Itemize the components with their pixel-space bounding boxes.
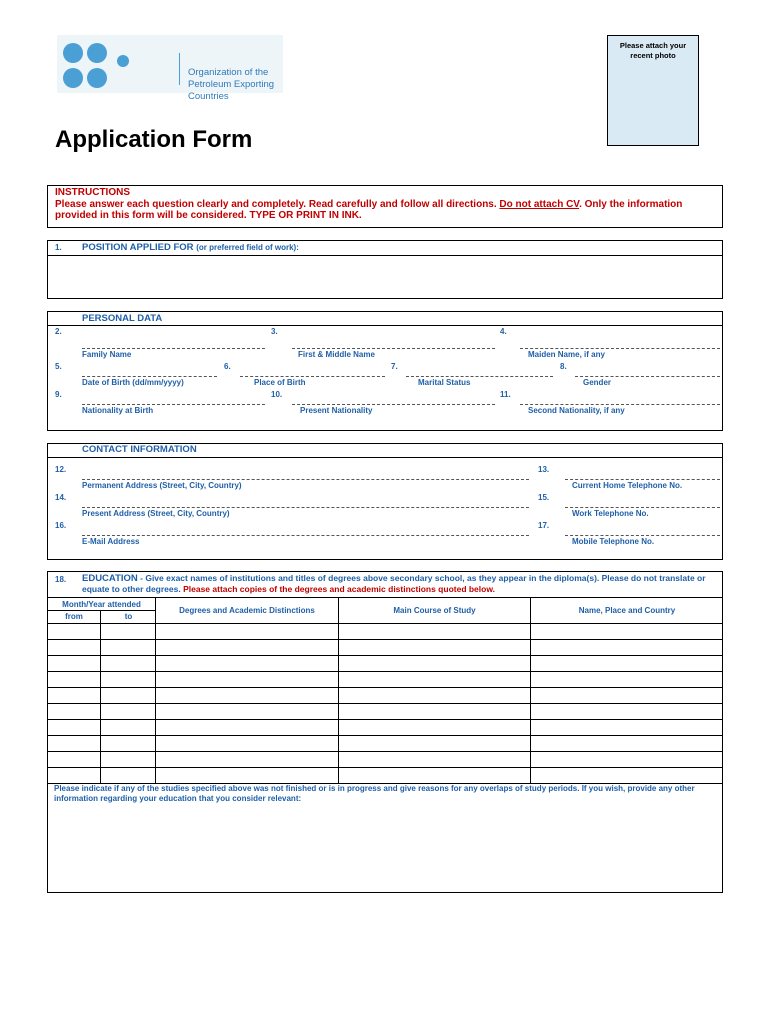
- photo-attachment-box[interactable]: [607, 35, 699, 146]
- table-border: [47, 610, 156, 611]
- position-number: 1.: [55, 243, 62, 252]
- field-number: 6.: [224, 362, 231, 371]
- field-number: 12.: [55, 465, 67, 474]
- column-to: to: [124, 612, 133, 621]
- contact-info-title: CONTACT INFORMATION: [82, 444, 197, 455]
- photo-label-line2: recent photo: [630, 51, 676, 60]
- education-table-entries[interactable]: [48, 624, 722, 782]
- instructions-text: [55, 199, 719, 221]
- maiden-name-label: Maiden Name, if any: [528, 350, 605, 359]
- nationality-at-birth-input[interactable]: [82, 404, 265, 405]
- column-degrees: Degrees and Academic Distinctions: [179, 606, 315, 615]
- field-number: 2.: [55, 327, 62, 336]
- org-name-line2: Petroleum Exporting Countries: [188, 79, 275, 102]
- personal-data-divider: [47, 325, 723, 326]
- gender-label: Gender: [583, 378, 612, 387]
- date-of-birth-input[interactable]: [82, 376, 217, 377]
- education-instructions: [82, 573, 718, 595]
- logo-circle-icon: [63, 68, 83, 88]
- education-additional-note: Please indicate if any of the studies specified above was not finished or is in progress and give reasons for any overlaps of study periods. If you wish, provide any other information regarding your education that you consider relevant:: [54, 784, 695, 803]
- field-number: 16.: [55, 521, 67, 530]
- work-telephone-label: Work Telephone No.: [572, 509, 649, 518]
- position-sublabel: (or preferred field of work):: [196, 243, 299, 252]
- mobile-telephone-label: Mobile Telephone No.: [572, 537, 655, 546]
- education-attach-note: Please attach copies of the degrees and academic distinctions quoted below.: [183, 584, 495, 594]
- gender-input[interactable]: [575, 376, 720, 377]
- field-number: 14.: [55, 493, 67, 502]
- family-name-label: Family Name: [82, 350, 132, 359]
- first-name-input[interactable]: [292, 348, 495, 349]
- instructions-text-part2: . Only the information provided in this form will be considered. TYPE OR PRINT IN INK.: [55, 199, 683, 221]
- logo-circle-icon: [87, 68, 107, 88]
- field-number: 11.: [500, 390, 511, 399]
- present-address-label: Present Address (Street, City, Country): [82, 509, 230, 518]
- family-name-input[interactable]: [82, 348, 265, 349]
- field-number: 15.: [538, 493, 550, 502]
- date-of-birth-label: Date of Birth (dd/mm/yyyy): [82, 378, 184, 387]
- nationality-at-birth-label: Nationality at Birth: [82, 406, 154, 415]
- education-text: - Give exact names of institutions and titles of degrees above secondary school, as they appear in the diploma(s). Please do not translate or equate to other degrees.: [82, 573, 706, 594]
- first-name-label: First & Middle Name: [298, 350, 375, 359]
- permanent-address-input[interactable]: [82, 479, 529, 480]
- email-input[interactable]: [82, 535, 529, 536]
- logo-circle-icon: [63, 43, 83, 63]
- place-of-birth-label: Place of Birth: [254, 378, 306, 387]
- table-border: [47, 597, 723, 598]
- photo-label-line1: Please attach your: [619, 41, 687, 50]
- place-of-birth-input[interactable]: [240, 376, 385, 377]
- page-title: Application Form: [55, 126, 253, 153]
- present-nationality-input[interactable]: [292, 404, 495, 405]
- column-month-year: Month/Year attended: [62, 600, 141, 609]
- logo-divider: [179, 53, 180, 85]
- field-number: 5.: [55, 362, 62, 371]
- work-telephone-input[interactable]: [565, 507, 720, 508]
- field-number: 3.: [271, 327, 278, 336]
- mobile-telephone-input[interactable]: [565, 535, 720, 536]
- permanent-address-label: Permanent Address (Street, City, Country): [82, 481, 242, 490]
- position-label-text: POSITION APPLIED FOR: [82, 242, 194, 253]
- instructions-no-cv: Do not attach CV: [499, 199, 580, 210]
- position-input[interactable]: [48, 256, 722, 298]
- field-number: 7.: [391, 362, 398, 371]
- instructions-title: INSTRUCTIONS: [55, 187, 130, 198]
- column-from: from: [65, 612, 83, 621]
- present-nationality-label: Present Nationality: [300, 406, 373, 415]
- education-notes-input[interactable]: [48, 808, 722, 892]
- field-number: 13.: [538, 465, 550, 474]
- logo-circle-icon: [87, 43, 107, 63]
- instructions-text-part1: Please answer each question clearly and completely. Read carefully and follow all directions.: [55, 199, 500, 210]
- field-number: 17.: [538, 521, 550, 530]
- marital-status-label: Marital Status: [418, 378, 471, 387]
- column-name-place-country: Name, Place and Country: [578, 606, 676, 615]
- second-nationality-input[interactable]: [520, 404, 720, 405]
- field-number: 8.: [560, 362, 567, 371]
- logo-circle-icon: [117, 55, 129, 67]
- contact-info-divider: [47, 457, 723, 458]
- home-telephone-label: Current Home Telephone No.: [572, 481, 683, 490]
- field-number: 10.: [271, 390, 283, 399]
- personal-data-title: PERSONAL DATA: [82, 313, 163, 324]
- email-label: E-Mail Address: [82, 537, 140, 546]
- marital-status-input[interactable]: [406, 376, 553, 377]
- education-title: EDUCATION: [82, 573, 138, 584]
- present-address-input[interactable]: [82, 507, 529, 508]
- opec-logo: [57, 35, 283, 102]
- second-nationality-label: Second Nationality, if any: [528, 406, 625, 415]
- org-name-line1: Organization of the: [188, 67, 269, 78]
- education-number: 18.: [55, 575, 67, 584]
- column-main-course: Main Course of Study: [393, 606, 476, 615]
- home-telephone-input[interactable]: [565, 479, 720, 480]
- field-number: 9.: [55, 390, 62, 399]
- maiden-name-input[interactable]: [520, 348, 720, 349]
- field-number: 4.: [500, 327, 507, 336]
- position-label: [82, 242, 299, 253]
- org-name: [188, 67, 283, 103]
